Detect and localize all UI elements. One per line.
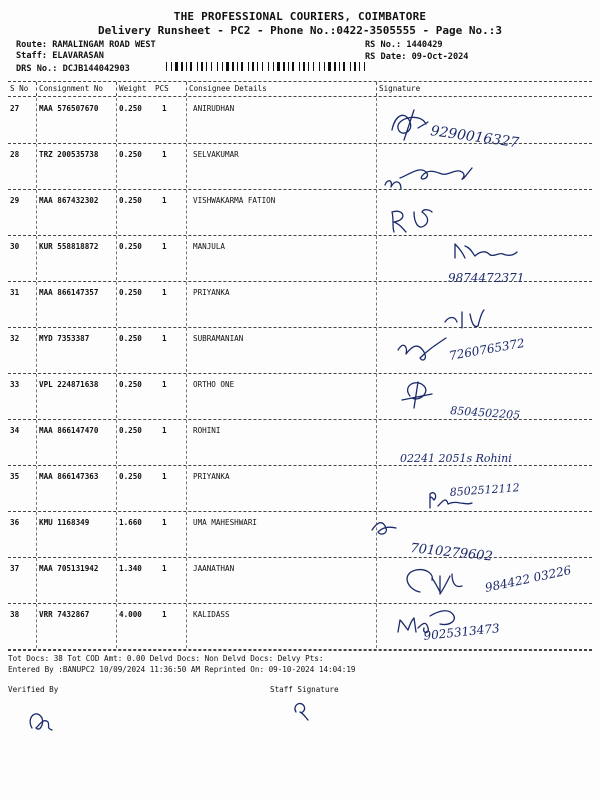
cell-weight: 0.250 [119, 380, 142, 389]
svg-text:9290016327: 9290016327 [429, 123, 520, 152]
col-weight: Weight [119, 84, 147, 93]
cell-consignee: KALIDASS [193, 610, 230, 619]
cell-pcs: 1 [162, 610, 167, 619]
cell-sno: 28 [10, 150, 20, 159]
company-title: THE PROFESSIONAL COURIERS, COIMBATORE [173, 10, 427, 23]
cell-weight: 1.660 [119, 518, 142, 527]
cell-weight: 4.000 [119, 610, 142, 619]
cell-consignment: MAA 866147470 [39, 426, 99, 435]
cell-sno: 36 [10, 518, 20, 527]
cell-pcs: 1 [162, 564, 167, 573]
cell-sno: 31 [10, 288, 20, 297]
cell-sno: 35 [10, 472, 20, 481]
svg-text:8504502205: 8504502205 [449, 404, 521, 422]
svg-text:8502512112: 8502512112 [449, 481, 521, 499]
cell-weight: 0.250 [119, 472, 142, 481]
cell-sno: 34 [10, 426, 20, 435]
col-consignment: Consignment No [39, 84, 104, 93]
cell-consignee: ROHINI [193, 426, 221, 435]
svg-text:7010279602: 7010279602 [409, 541, 494, 565]
cell-consignee: ANIRUDHAN [193, 104, 235, 113]
cell-pcs: 1 [162, 334, 167, 343]
cell-consignment: KMU 1168349 [39, 518, 90, 527]
cell-pcs: 1 [162, 426, 167, 435]
cell-consignee: JAANATHAN [193, 564, 235, 573]
cell-consignment: TRZ 200535738 [39, 150, 99, 159]
svg-text:9874472371: 9874472371 [448, 271, 525, 285]
footer-rule [8, 650, 592, 651]
cell-weight: 0.250 [119, 288, 142, 297]
col-consignee: Consignee Details [189, 84, 267, 93]
col-sno: S No [10, 84, 29, 93]
cell-consignee: VISHWAKARMA FATION [193, 196, 276, 205]
cell-sno: 33 [10, 380, 20, 389]
cell-pcs: 1 [162, 518, 167, 527]
rs-date: RS Date: 09-Oct-2024 [365, 52, 469, 62]
cell-consignee: UMA MAHESHWARI [193, 518, 258, 527]
rs-number: RS No.: 1440429 [365, 40, 443, 50]
cell-sno: 30 [10, 242, 20, 251]
cell-pcs: 1 [162, 150, 167, 159]
cell-pcs: 1 [162, 104, 167, 113]
route-label: Route: RAMALINGAM ROAD WEST [16, 40, 156, 50]
col-signature: Signature [379, 84, 421, 93]
cell-sno: 29 [10, 196, 20, 205]
cell-consignee: PRIYANKA [193, 288, 230, 297]
cell-consignment: MAA 866147357 [39, 288, 99, 297]
cell-weight: 0.250 [119, 196, 142, 205]
cell-pcs: 1 [162, 380, 167, 389]
cell-sno: 32 [10, 334, 20, 343]
cell-weight: 0.250 [119, 242, 142, 251]
cell-weight: 1.340 [119, 564, 142, 573]
cell-sno: 27 [10, 104, 20, 113]
svg-text:7260765372: 7260765372 [448, 335, 526, 363]
cell-sno: 37 [10, 564, 20, 573]
cell-weight: 0.250 [119, 104, 142, 113]
footer-totals: Tot Docs: 38 Tot COD Amt: 0.00 Delvd Docs: Non Delvd Docs: Delvy Pts: [8, 654, 324, 663]
verified-by-label: Verified By [8, 685, 59, 694]
runsheet-title: Delivery Runsheet - PC2 - Phone No.:0422-3505555 - Page No.:3 [98, 24, 502, 37]
svg-text:9025313473: 9025313473 [422, 621, 501, 643]
cell-consignee: SUBRAMANIAN [193, 334, 244, 343]
svg-text:02241 2051s Rohini: 02241 2051s Rohini [400, 452, 512, 465]
cell-weight: 0.250 [119, 334, 142, 343]
staff-label: Staff: ELAVARASAN [16, 51, 104, 61]
cell-weight: 0.250 [119, 150, 142, 159]
cell-pcs: 1 [162, 242, 167, 251]
staff-signature-label: Staff Signature [270, 685, 339, 694]
cell-consignment: KUR 558818872 [39, 242, 99, 251]
cell-pcs: 1 [162, 288, 167, 297]
footer-entered-by: Entered By :BANUPC2 10/09/2024 11:36:50 AM Reprinted On: 09-10-2024 14:04:19 [8, 665, 356, 674]
cell-consignment: VPL 224871638 [39, 380, 99, 389]
cell-consignment: MAA 705131942 [39, 564, 99, 573]
cell-consignment: VRR 7432867 [39, 610, 90, 619]
cell-consignment: MAA 576507670 [39, 104, 99, 113]
cell-consignment: MAA 867432302 [39, 196, 99, 205]
cell-consignment: MYD 7353387 [39, 334, 90, 343]
cell-consignee: MANJULA [193, 242, 226, 251]
cell-pcs: 1 [162, 196, 167, 205]
cell-consignee: PRIYANKA [193, 472, 230, 481]
cell-pcs: 1 [162, 472, 167, 481]
cell-consignee: SELVAKUMAR [193, 150, 239, 159]
cell-sno: 38 [10, 610, 20, 619]
cell-consignee: ORTHO ONE [193, 380, 235, 389]
cell-consignment: MAA 866147363 [39, 472, 99, 481]
svg-text:984422 03226: 984422 03226 [483, 562, 573, 595]
drs-number: DRS No.: DCJB144042903 [16, 64, 130, 74]
cell-weight: 0.250 [119, 426, 142, 435]
col-pcs: PCS [155, 84, 169, 93]
